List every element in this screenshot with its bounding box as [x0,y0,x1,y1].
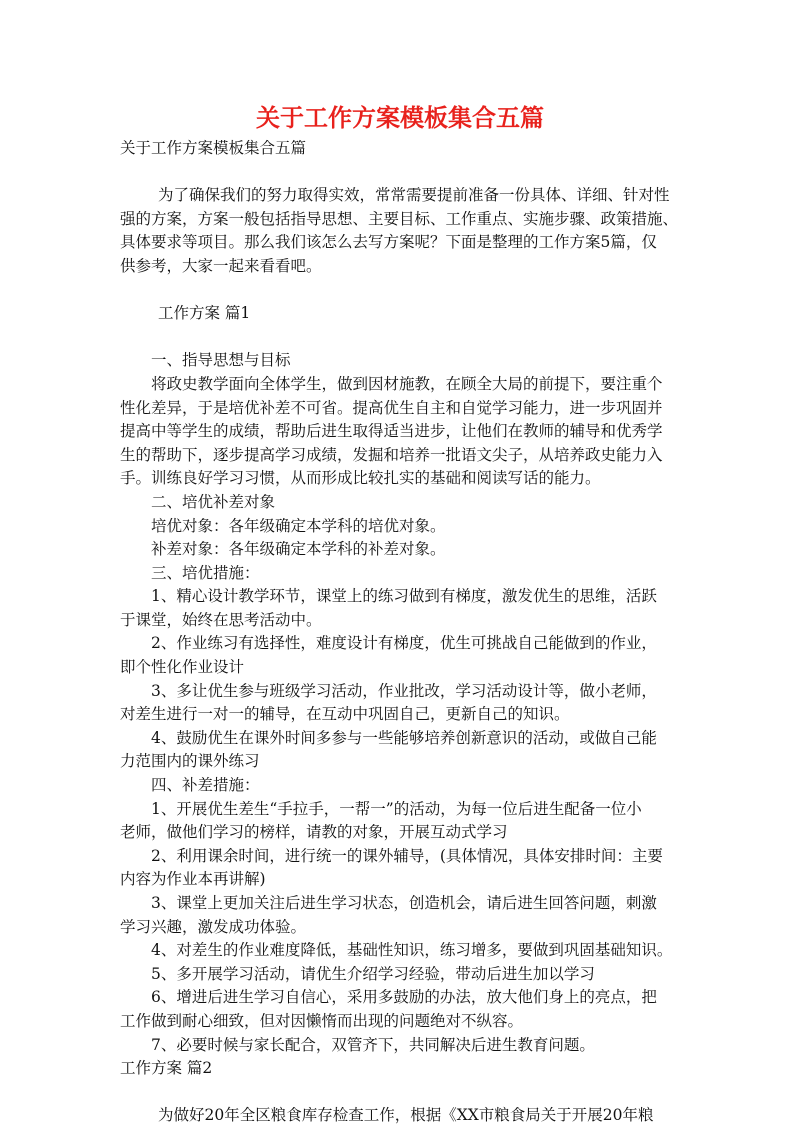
text-line: 将政史教学面向全体学生，做到因材施教，在顾全大局的前提下，要注重个 [151,374,663,393]
text-line: 一、指导思想与目标 [151,351,291,370]
text-line: 为做好20年全区粮食库存检查工作，根据《XX市粮食局关于开展20年粮 [158,1106,654,1125]
blank-line [120,1081,685,1105]
text-line: 性化差异，于是培优补差不可省。提高优生自主和自觉学习能力，进一步巩固并 [120,398,663,417]
text-line: 于课堂，始终在思考活动中。 [120,610,322,629]
text-line: 1、开展优生差生“手拉手，一帮一”的活动，为每一位后进生配备一位小 [151,799,642,818]
text-line: 7、必要时候与家长配合，双管齐下，共同解决后进生教育问题。 [151,1035,595,1054]
text-line: 具体要求等项目。那么我们该怎么去写方案呢？下面是整理的工作方案5篇，仅 [120,233,657,252]
text-line: 工作方案 篇2 [120,1059,213,1078]
text-line: 3、多让优生参与班级学习活动，作业批改，学习活动设计等，做小老师， [151,681,657,700]
text-line: 2、作业练习有选择性，难度设计有梯度，优生可挑战自己能做到的作业， [151,634,657,653]
text-line: 4、鼓励优生在课外时间多参与一些能够培养创新意识的活动，或做自己能 [151,728,657,747]
text-line: 5、多开展学习活动，请优生介绍学习经验，带动后进生加以学习 [151,964,595,983]
document-body [120,137,685,1128]
text-line: 工作方案 篇1 [158,304,251,323]
text-line: 培优对象：各年级确定本学科的培优对象。 [151,516,446,535]
text-line: 手。训练良好学习习惯，从而形成比较扎实的基础和阅读写话的能力。 [120,469,601,488]
blank-line [120,161,685,185]
text-line: 关于工作方案模板集合五篇 [120,139,307,157]
blank-line [120,326,685,350]
text-line: 对差生进行一对一的辅导，在互动中巩固自己，更新自己的知识。 [120,705,570,724]
document-title: 关于工作方案模板集合五篇 [256,103,544,132]
text-line: 内容为作业本再讲解) [120,870,266,889]
blank-line [120,279,685,303]
text-line: 四、补差措施： [151,776,260,795]
text-line: 工作做到耐心细致，但对因懒惰而出现的问题绝对不纵容。 [120,1011,524,1030]
text-line: 为了确保我们的努力取得实效，常常需要提前准备一份具体、详细、针对性 [158,186,670,205]
text-line: 学习兴趣，激发成功体验。 [120,917,307,936]
text-line: 供参考，大家一起来看看吧。 [120,256,322,275]
text-line: 提高中等学生的成绩，帮助后进生取得适当进步，让他们在教师的辅导和优秀学 [120,422,663,441]
text-line: 补差对象：各年级确定本学科的补差对象。 [151,540,446,559]
text-line: 4、对差生的作业难度降低，基础性知识，练习增多，要做到巩固基础知识。 [151,941,673,960]
text-line: 三、培优措施： [151,563,260,582]
text-line: 即个性化作业设计 [120,658,245,677]
text-line: 1、精心设计教学环节，课堂上的练习做到有梯度，激发优生的思维，活跃 [151,587,657,606]
text-line: 2、利用课余时间，进行统一的课外辅导，(具体情况，具体安排时间：主要 [151,846,663,865]
text-line: 二、培优补差对象 [151,492,276,511]
text-line: 生的帮助下，逐步提高学习成绩，发掘和培养一批语文尖子，从培养政史能力入 [120,445,663,464]
text-line: 老师，做他们学习的榜样，请教的对象，开展互动式学习 [120,823,508,842]
text-line: 力范围内的课外练习 [120,752,260,771]
text-line: 3、课堂上更加关注后进生学习状态，创造机会，请后进生回答问题，刺激 [151,894,657,912]
text-line: 6、增进后进生学习自信心，采用多鼓励的办法，放大他们身上的亮点，把 [151,988,657,1007]
text-line: 强的方案，方案一般包括指导思想、主要目标、工作重点、实施步骤、政策措施、 [120,209,679,228]
